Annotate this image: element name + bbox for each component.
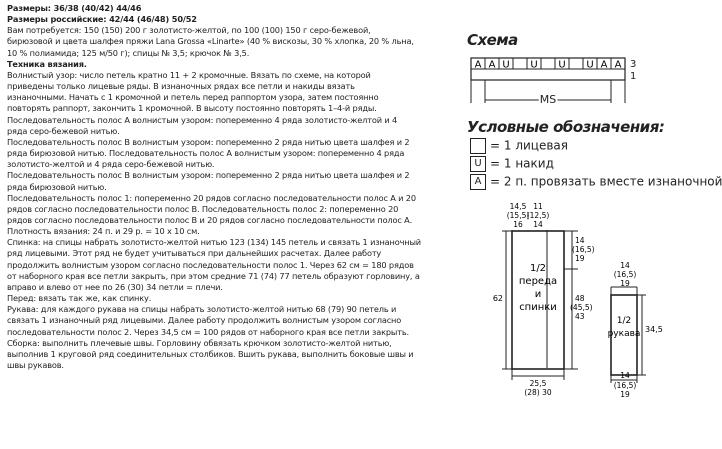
chart-cell bbox=[569, 58, 583, 69]
chart-cell-symbol: A bbox=[488, 59, 496, 71]
body-right-top-3: 19 bbox=[575, 254, 585, 263]
sleeve-top-1: 14 bbox=[620, 261, 630, 270]
body-right-mid-2: (45,5) bbox=[570, 303, 593, 312]
scheme-title: Схема bbox=[467, 31, 518, 49]
text-line: ряд лицевыми. Этот ряд не будет учитываться при дальнейших расчетах. Далее работу bbox=[7, 248, 382, 259]
text-line: швы рукавов. bbox=[7, 360, 64, 370]
text-line: Размеры: 36/38 (40/42) 44/46 bbox=[7, 3, 142, 13]
body-right-mid-1: 48 bbox=[575, 294, 585, 303]
text-line: рядов согласно последовательности полос В. Последовательность полос 2: попеременно 20 bbox=[7, 203, 399, 214]
text-line: Сборка: выполнить плечевые швы. Горловину обвязать крючком золотисто-желтой нитью, bbox=[7, 337, 392, 348]
text-line: Плотность вязания: 24 п. и 29 р. = 10 х 10 см. bbox=[7, 226, 200, 237]
text-line: золотисто-желтой и 4 ряда серо-бежевой нитью. bbox=[7, 159, 215, 170]
chart-cell-symbol: U bbox=[586, 59, 594, 71]
legend-title: Условные обозначения: bbox=[467, 118, 665, 136]
text-line: Техника вязания. bbox=[7, 58, 87, 69]
text-line: Последовательность полос 1: попеременно 20 рядов согласно последовательности полос А и 20 bbox=[7, 192, 416, 203]
sleeve-label-2: рукава bbox=[607, 329, 641, 339]
text-line: бирюзовой и цвета шалфея пряжи Lana Grossa «Linarte» (40 % вискозы, 30 % хлопка, 20 % льна, bbox=[7, 36, 414, 47]
text-line: Последовательность полос В волнистым узором: попеременно 2 ряда нитью цвета шалфея и 2 bbox=[7, 136, 410, 147]
legend-symbol-purl-two: A bbox=[470, 174, 486, 190]
text-line: ряда бирюзовой нитью. bbox=[7, 181, 107, 192]
text-line: ряда бирюзовой нитью. Последовательность полос А волнистым узором: попеременно 4 ряда bbox=[7, 148, 405, 159]
instructions-text bbox=[7, 3, 459, 371]
text-line: повторять раппорт, закончить 1 кромочной. В высоту постоянно повторять 1–4-й ряды. bbox=[7, 103, 377, 114]
chart-cell-symbol: A bbox=[600, 59, 608, 71]
body-right-top-2: (16,5) bbox=[572, 245, 595, 254]
text-line: последовательности полос 2. Через 34,5 см = 100 рядов от наборного края все петли закрыть. bbox=[7, 326, 409, 337]
sleeve-bottom-3: 19 bbox=[620, 390, 630, 399]
body-height: 62 bbox=[492, 294, 503, 303]
text-line: продолжить волнистым узором согласно последовательности полос 1. Через 62 см = 180 рядов bbox=[7, 259, 414, 270]
sleeve-bottom-2: (16,5) bbox=[613, 381, 637, 390]
text-line: от наборного края все петли закрыть, при этом средние 71 (74) 77 петель образуют горловину, а bbox=[7, 270, 420, 281]
chart-row-number-1: 1 bbox=[630, 71, 637, 82]
chart-row-number-3: 3 bbox=[630, 59, 637, 70]
body-bottom-2: (28) 30 bbox=[524, 388, 552, 397]
text-line: Рукава: для каждого рукава на спицы набрать золотисто-желтой нитью 68 (79) 90 петель и bbox=[7, 304, 397, 315]
text-line: связать 1 изнаночный ряд лицевыми. Далее работу продолжить волнистым узором согласно bbox=[7, 315, 402, 326]
text-line: Размеры российские: 42/44 (46/48) 50/52 bbox=[7, 14, 197, 25]
chart-cell bbox=[541, 58, 555, 69]
repeat-label: MS bbox=[539, 93, 557, 106]
body-top-left-2: (15,5) bbox=[506, 211, 530, 220]
text-line: Волнистый узор: число петель кратно 11 + 2 кромочные. Вязать по схеме, на которой bbox=[7, 69, 371, 80]
text-line: изнаночными. Начать с 1 кромочной и петель перед раппортом узора, затем постоянно bbox=[7, 92, 379, 103]
knitting-chart bbox=[470, 55, 640, 113]
text-line: Вам потребуется: 150 (150) 200 г золотисто-желтой, по 100 (100) 150 г серо-бежевой, bbox=[7, 25, 371, 36]
text-line: ряда серо-бежевой нитью. bbox=[7, 125, 120, 136]
body-right-top-1: 14 bbox=[575, 236, 585, 245]
body-pattern-diagram bbox=[460, 198, 595, 423]
chart-cell bbox=[513, 58, 527, 69]
sleeve-label-1: 1/2 bbox=[616, 316, 632, 326]
text-line: рядов согласно последовательности полос В и 20 рядов согласно последовательности полос А. bbox=[7, 214, 413, 225]
body-label-4: спинки bbox=[519, 302, 557, 313]
text-line: выполнив 1 круговой ряд соединительных столбиков. Вшить рукава, выполнить боковые швы и bbox=[7, 348, 414, 359]
body-piece-outline bbox=[512, 231, 564, 369]
legend-symbol-yarn-over: U bbox=[470, 156, 486, 172]
body-top-mid-3: 14 bbox=[533, 220, 543, 229]
body-label-3: и bbox=[534, 289, 542, 300]
body-label-1: 1/2 bbox=[529, 263, 547, 274]
chart-cell-symbol: U bbox=[502, 59, 510, 71]
body-bottom-1: 25,5 bbox=[529, 379, 547, 388]
text-line: 10 % полиамида; 125 м/50 г); спицы № 3,5; крючок № 3,5. bbox=[7, 47, 250, 58]
chart-cell-symbol: U bbox=[530, 59, 538, 71]
body-top-mid-1: 11 bbox=[533, 202, 543, 211]
body-top-left-3: 16 bbox=[513, 220, 523, 229]
text-line: Спинка: на спицы набрать золотисто-желтой нитью 123 (134) 145 петель и связать 1 изнаночный bbox=[7, 237, 421, 248]
legend-item-purl-two: A = 2 п. провязать вместе изнаночной bbox=[470, 173, 722, 189]
sleeve-pattern-diagram bbox=[600, 260, 685, 410]
sleeve-top-3: 19 bbox=[620, 279, 630, 288]
body-top-mid-2: (12,5) bbox=[526, 211, 550, 220]
body-top-left-1: 14,5 bbox=[509, 202, 527, 211]
text-line: вправо и влево от нее по 26 (30) 34 петли = плечи. bbox=[7, 281, 223, 292]
legend-item-yarn-over: U = 1 накид bbox=[470, 155, 554, 171]
sleeve-top-2: (16,5) bbox=[613, 270, 637, 279]
chart-cell-symbol: A bbox=[474, 59, 482, 71]
legend-symbol-knit bbox=[470, 138, 486, 154]
text-line: Последовательность полос А волнистым узором: попеременно 4 ряда золотисто-желтой и 4 bbox=[7, 114, 398, 125]
text-line: Последовательность полос В волнистым узором: попеременно 2 ряда нитью цвета шалфея и 2 bbox=[7, 170, 410, 181]
text-line: Перед: вязать так же, как спинку. bbox=[7, 293, 152, 304]
body-label-2: переда bbox=[518, 276, 558, 287]
chart-cell-symbol: A bbox=[614, 59, 622, 71]
sleeve-height: 34,5 bbox=[645, 325, 663, 334]
legend-item-knit: = 1 лицевая bbox=[470, 137, 568, 153]
sleeve-bottom-1: 14 bbox=[620, 371, 630, 380]
body-right-mid-3: 43 bbox=[575, 312, 585, 321]
chart-cell-symbol: U bbox=[558, 59, 566, 71]
text-line: приведены только лицевые ряды. В изнаночных рядах все петли и накиды вязать bbox=[7, 81, 355, 92]
